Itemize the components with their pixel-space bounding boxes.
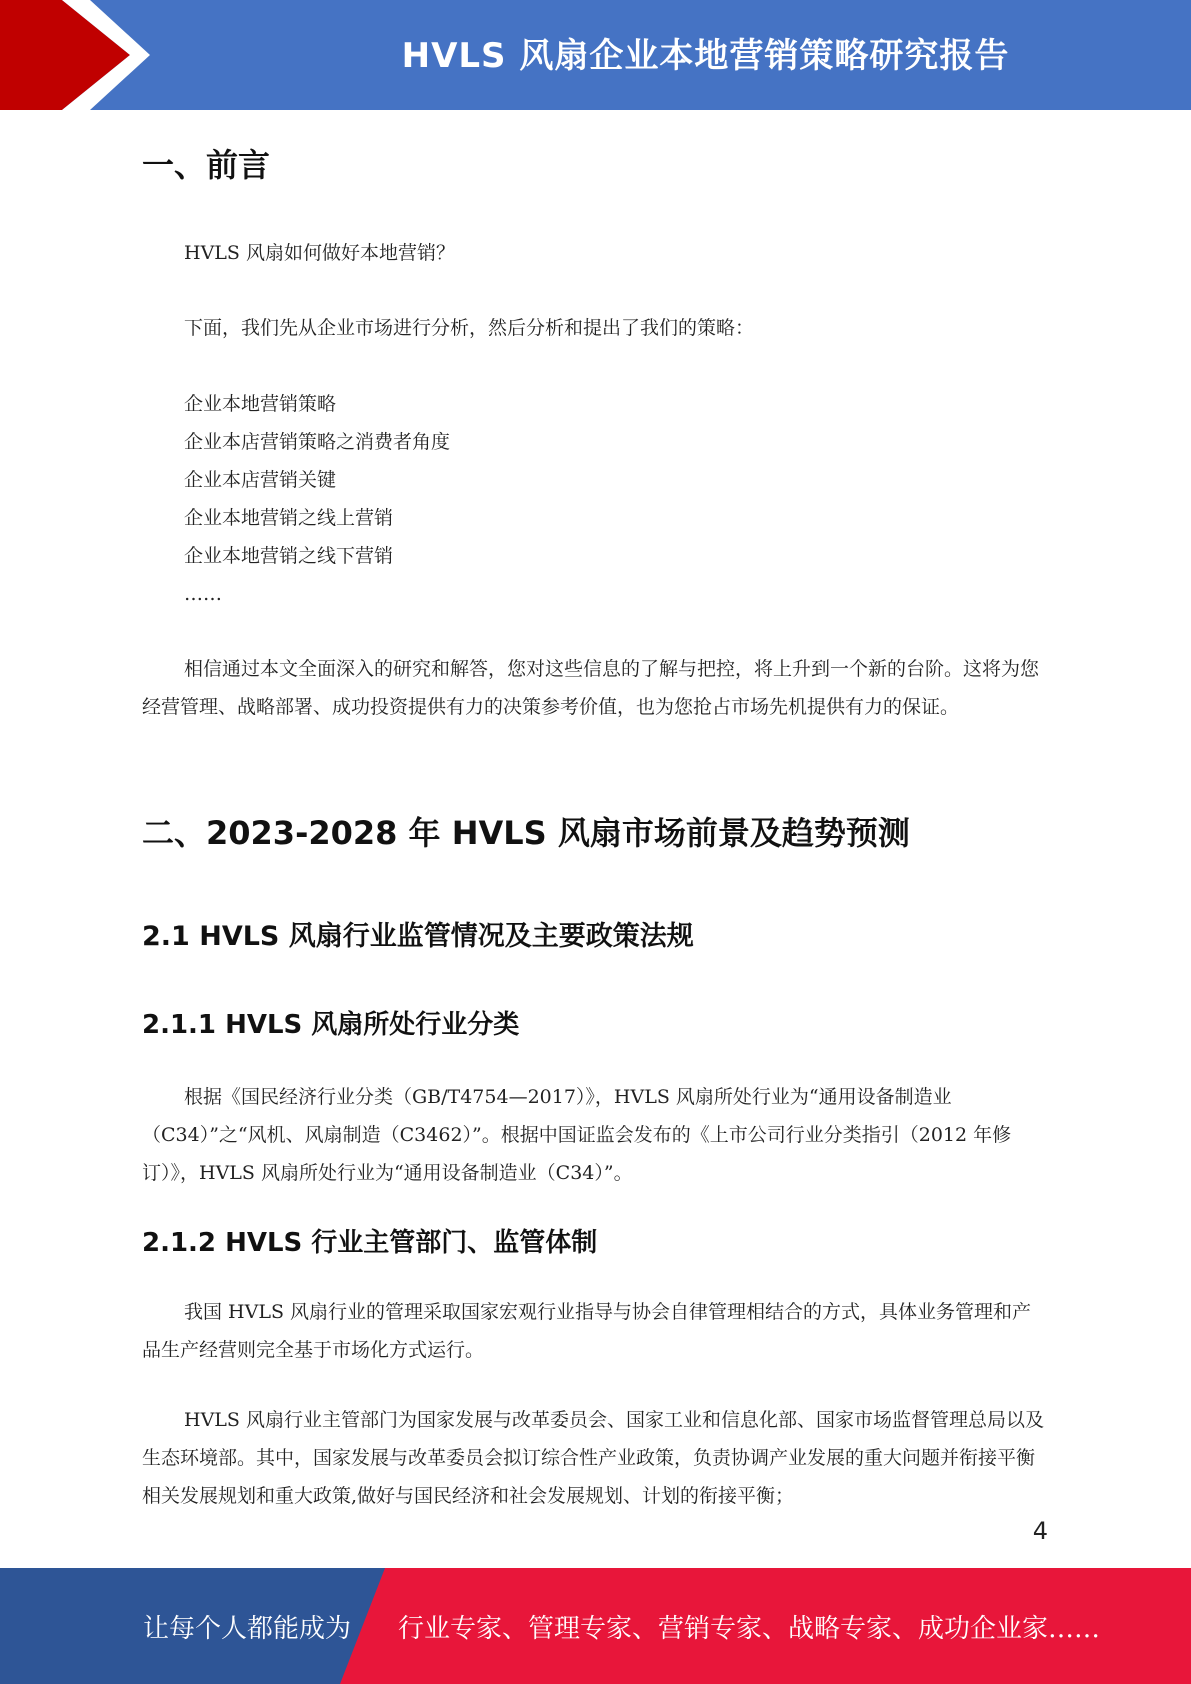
section-2-heading: 二、2023-2028 年 HVLS 风扇市场前景及趋势预测 <box>142 814 910 852</box>
section-1-closing: 相信通过本文全面深入的研究和解答，您对这些信息的了解与把控，将上升到一个新的台阶。这将为您经营管理、战略部署、成功投资提供有力的决策参考价值，也为您抢占市场先机提供有力的保证。 <box>142 658 1040 718</box>
document-title: HVLS 风扇企业本地营销策略研究报告 <box>401 36 1010 76</box>
section-1-question: HVLS 风扇如何做好本地营销？ <box>184 242 455 264</box>
list-item: 企业本店营销策略之消费者角度 <box>184 431 451 453</box>
list-item: …… <box>184 583 222 605</box>
strategy-list <box>184 385 450 613</box>
section-2-1-2-paragraph-1: 我国 HVLS 风扇行业的管理采取国家宏观行业指导与协会自律管理相结合的方式，具体业务管理和产品生产经营则完全基于市场化方式运行。 <box>142 1301 1032 1361</box>
footer-slogan-left: 让每个人都能成为 <box>143 1614 352 1644</box>
section-1-intro: 下面，我们先从企业市场进行分析，然后分析和提出了我们的策略： <box>184 317 755 339</box>
list-item: 企业本地营销之线下营销 <box>184 545 394 567</box>
list-item: 企业本地营销策略 <box>184 393 337 415</box>
section-2-1-1-paragraph: 根据《国民经济行业分类（GB/T4754—2017）》，HVLS 风扇所处行业为“通用设备制造业（C34）”之“风机、风扇制造（C3462）”。根据中国证监会发布的《上市公司行业分类指引（2012 年修订）》，HVLS 风扇所处行业为“通用设备制造业（C34）”。 <box>142 1086 1012 1184</box>
section-1-heading: 一、前言 <box>142 146 271 184</box>
footer-banner <box>0 1568 1191 1684</box>
list-item: 企业本店营销关键 <box>184 469 337 491</box>
section-2-1-2-paragraph-2: HVLS 风扇行业主管部门为国家发展与改革委员会、国家工业和信息化部、国家市场监督管理总局以及生态环境部。其中，国家发展与改革委员会拟订综合性产业政策，负责协调产业发展的重大问题并衔接平衡相关发展规划和重大政策,做好与国民经济和社会发展规划、计划的衔接平衡； <box>142 1409 1044 1507</box>
section-2-1-heading: 2.1 HVLS 风扇行业监管情况及主要政策法规 <box>142 921 694 952</box>
list-item: 企业本地营销之线上营销 <box>184 507 394 529</box>
section-2-1-1-heading: 2.1.1 HVLS 风扇所处行业分类 <box>142 1010 520 1040</box>
footer-slogan-right: 行业专家、管理专家、营销专家、战略专家、成功企业家…… <box>398 1614 1101 1644</box>
header-banner <box>0 0 1191 110</box>
page-number: 4 <box>1032 1517 1048 1545</box>
section-2-1-2-heading: 2.1.2 HVLS 行业主管部门、监管体制 <box>142 1228 598 1258</box>
